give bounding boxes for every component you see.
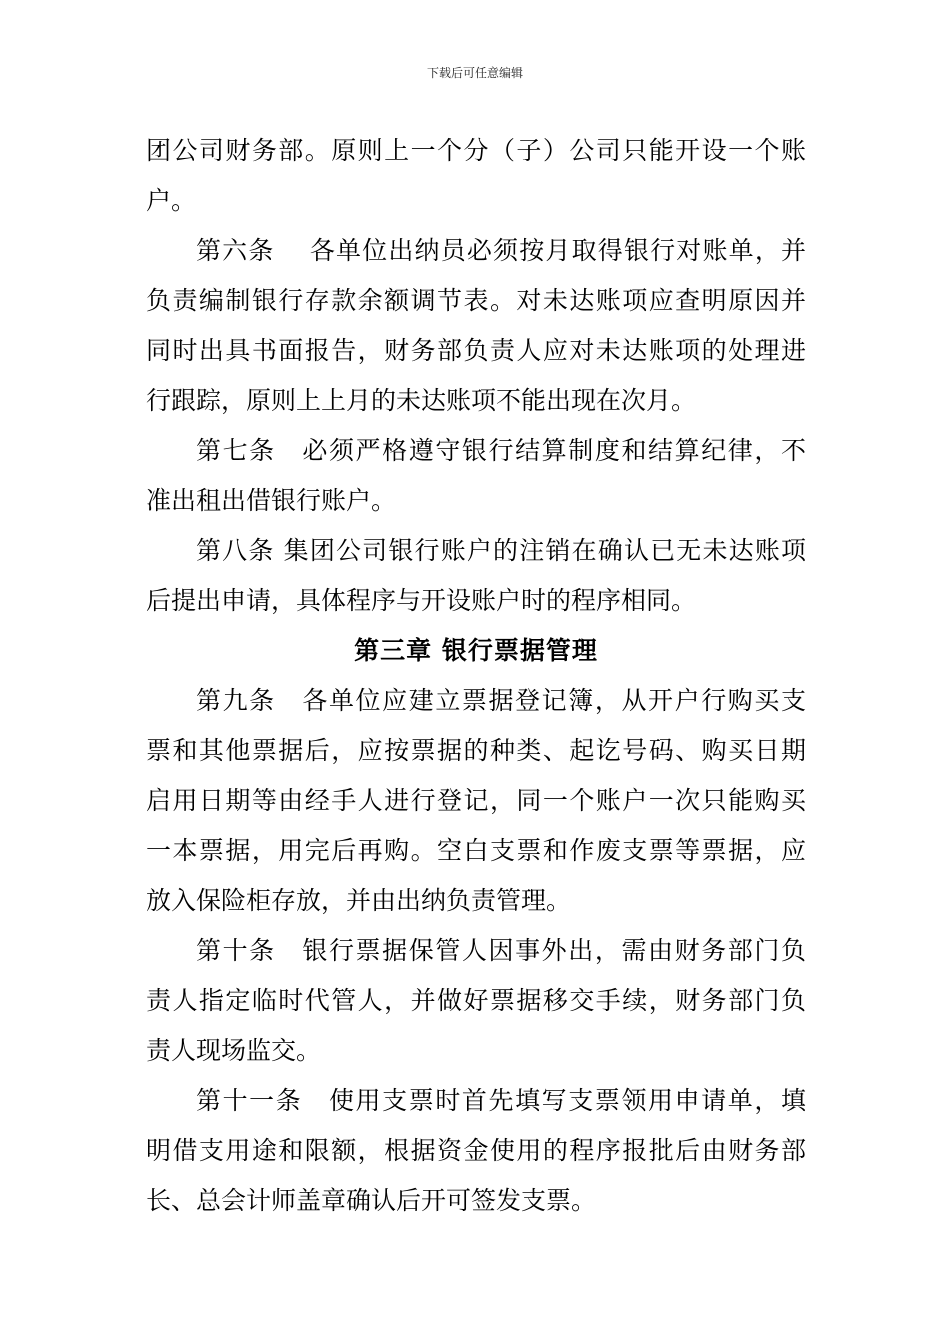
document-body [146,126,806,1226]
article-9-line: 一本票据，用完后再购。空白支票和作废支票等票据，应 [146,836,806,865]
article-10-line: 责人现场监交。 [146,1036,322,1065]
article-10-line: 第十条 银行票据保管人因事外出，需由财务部门负 [196,936,806,965]
article-11-line: 第十一条 使用支票时首先填写支票领用申请单，填 [196,1086,806,1115]
article-10-line: 责人指定临时代管人，并做好票据移交手续，财务部门负 [146,986,806,1015]
article-8-line: 第八条 集团公司银行账户的注销在确认已无未达账项 [196,536,806,565]
article-9-line: 启用日期等由经手人进行登记，同一个账户一次只能购买 [146,786,806,815]
article-7-line: 准出租出借银行账户。 [146,486,397,515]
paragraph-line: 户。 [146,186,197,215]
article-9-line: 第九条 各单位应建立票据登记簿，从开户行购买支 [196,686,806,715]
chapter-heading: 第三章 银行票据管理 [354,636,598,665]
article-7-line: 第七条 必须严格遵守银行结算制度和结算纪律，不 [196,436,806,465]
article-6-line: 行跟踪，原则上上月的未达账项不能出现在次月。 [146,386,697,415]
paragraph-line: 团公司财务部。原则上一个分（子）公司只能开设一个账 [146,136,806,165]
article-8-line: 后提出申请，具体程序与开设账户时的程序相同。 [146,586,697,615]
article-11-line: 明借支用途和限额，根据资金使用的程序报批后由财务部 [146,1136,806,1165]
article-9-line: 放入保险柜存放，并由出纳负责管理。 [146,886,572,915]
article-6-line: 第六条 各单位出纳员必须按月取得银行对账单，并 [196,236,806,265]
article-6-line: 负责编制银行存款余额调节表。对未达账项应查明原因并 [146,286,806,315]
article-9-line: 票和其他票据后，应按票据的种类、起讫号码、购买日期 [146,736,806,765]
article-11-line: 长、总会计师盖章确认后开可签发支票。 [146,1186,597,1215]
article-6-line: 同时出具书面报告，财务部负责人应对未达账项的处理进 [146,336,806,365]
page-header-note: 下载后可任意编辑 [426,66,523,80]
